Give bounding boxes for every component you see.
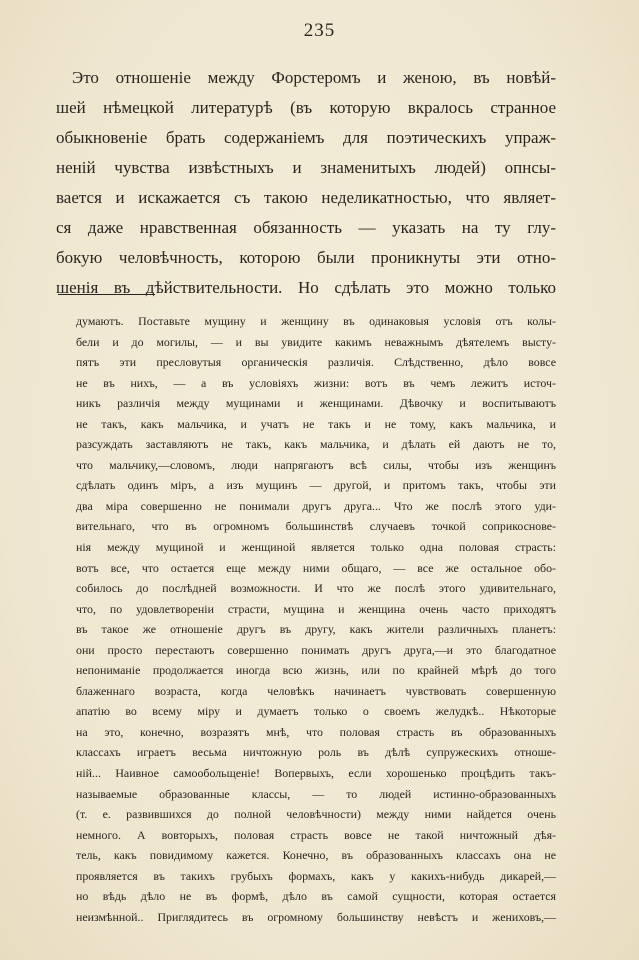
footnote-line: апатію во всему міру и думаетъ только о своемъ желудкѣ.. Нѣкоторые: [76, 704, 556, 719]
footnote-line: не въ нихъ, — а въ условіяхъ жизни: вотъ въ чемъ лежитъ источ-: [76, 375, 556, 390]
footnote-line: что мальчику,—словомъ, люди напрягаютъ всѣ силы, чтобы изъ женщинъ: [76, 457, 556, 472]
page-number: 235: [303, 20, 336, 41]
footnote-line: вотъ все, что остается еще между ними общаго, — все же остальное обо-: [76, 560, 556, 575]
footnote-line: на это, конечно, возразятъ мнѣ, что половая страсть въ образованныхъ: [76, 724, 556, 739]
main-text: [56, 63, 556, 303]
footnote-line: не такъ, какъ мальчика, и учатъ не такъ и не тому, какъ мальчика, и: [76, 416, 556, 431]
main-text-line: Это отношеніе между Форстеромъ и женою, въ новѣй-: [72, 68, 556, 87]
footnote-line: ній... Наивное самообольщеніе! Вопервыхъ, если хорошенько процѣдить такъ-: [76, 766, 556, 781]
footnote-line: неизмѣнной.. Приглядитесь въ огромному большинству невѣстъ и жениховъ,—: [76, 909, 556, 924]
footnote-text: [76, 311, 556, 927]
main-text-line: шей нѣмецкой литературѣ (въ которую вкралось странное: [56, 98, 556, 117]
main-text-line: вается и искажается съ такою неделикатностью, что являет-: [56, 188, 556, 207]
main-text-line: шенія въ дѣйствительности. Но сдѣлать это можно только: [56, 278, 556, 297]
footnote-line: (т. е. развившихся до полной человѣчности) между ними найдется очень: [76, 807, 556, 822]
footnote-line: называемые образованные классы, — то людей истинно-образованныхъ: [76, 786, 556, 801]
footnote-line: они просто перестаютъ совершенно понимать другъ друга,—и это благодатное: [76, 642, 556, 657]
footnote-line: но вѣдь дѣло не въ формѣ, дѣло въ самой сущности, которая остается: [76, 889, 556, 904]
footnote-line: думаютъ. Поставьте мущину и женщину въ одинаковыя условія отъ колы-: [76, 314, 556, 328]
footnote-line: бели и до могилы, — и вы увидите какимъ неважнымъ дѣятелемъ высту-: [76, 334, 556, 349]
footnote-line: немного. А вовторыхъ, половая страсть вовсе не такой ничтожный дѣя-: [76, 827, 556, 842]
footnote-line: нія между мущиной и женщиной является только одна половая страсть:: [76, 540, 556, 555]
footnote-line: проявляется въ такихъ грубыхъ формахъ, какъ у какихъ-нибудь дикарей,—: [76, 868, 556, 883]
main-text-line: неній чувства извѣстныхъ и знаменитыхъ людей) опнсы-: [56, 158, 556, 177]
footnote-line: разсуждать заставляютъ не такъ, какъ мальчика, и дѣлать ей даютъ не то,: [76, 437, 556, 452]
footnote-line: вительнаго, что въ огромномъ большинствѣ случаевъ точкой соприкоснове-: [76, 519, 556, 534]
footnote-line: сдѣлать одинъ міръ, а изъ мущинъ — другой, и притомъ такъ, чтобы эти: [76, 478, 556, 493]
footnote-line: никъ различія между мущинами и женщинами. Дѣвочку и воспитываютъ: [76, 396, 556, 411]
footnote-line: блаженнаго возраста, когда человѣкъ начинаетъ чувствовать совершенную: [76, 683, 556, 698]
footnote-line: два міра совершенно не понимали другъ друга... Что же послѣ этого уди-: [76, 498, 556, 513]
footnote-line: пятъ эти пресловутыя органическія различія. Слѣдственно, дѣло вовсе: [76, 355, 556, 370]
footnote-line: классахъ играетъ весьма ничтожную роль въ дѣлѣ супружескихъ отноше-: [76, 745, 556, 760]
footnote-line: собилось до послѣдней возможности. И что же послѣ этого удивительнаго,: [76, 581, 556, 596]
footnote-divider: [58, 294, 155, 295]
footnote-line: что, по удовлетвореніи страсти, мущина и женщина очень часто приходятъ: [76, 601, 556, 616]
main-text-line: обыкновеніе брать содержаніемъ для поэтическихъ упраж-: [56, 128, 556, 147]
footnote-line: тель, какъ повидимому кажется. Конечно, въ образованныхъ классахъ она не: [76, 848, 556, 863]
main-text-line: бокую человѣчность, которою были проникнуты эти отно-: [56, 248, 556, 267]
footnote-line: непониманіе продолжается иногда всю жизнь, или по крайней мѣрѣ до того: [76, 663, 556, 678]
main-text-line: ся даже нравственная обязанность — указать на ту глу-: [56, 218, 556, 237]
footnote-line: въ такое же отношеніе другъ въ другу, какъ жители различныхъ планетъ:: [76, 622, 556, 637]
